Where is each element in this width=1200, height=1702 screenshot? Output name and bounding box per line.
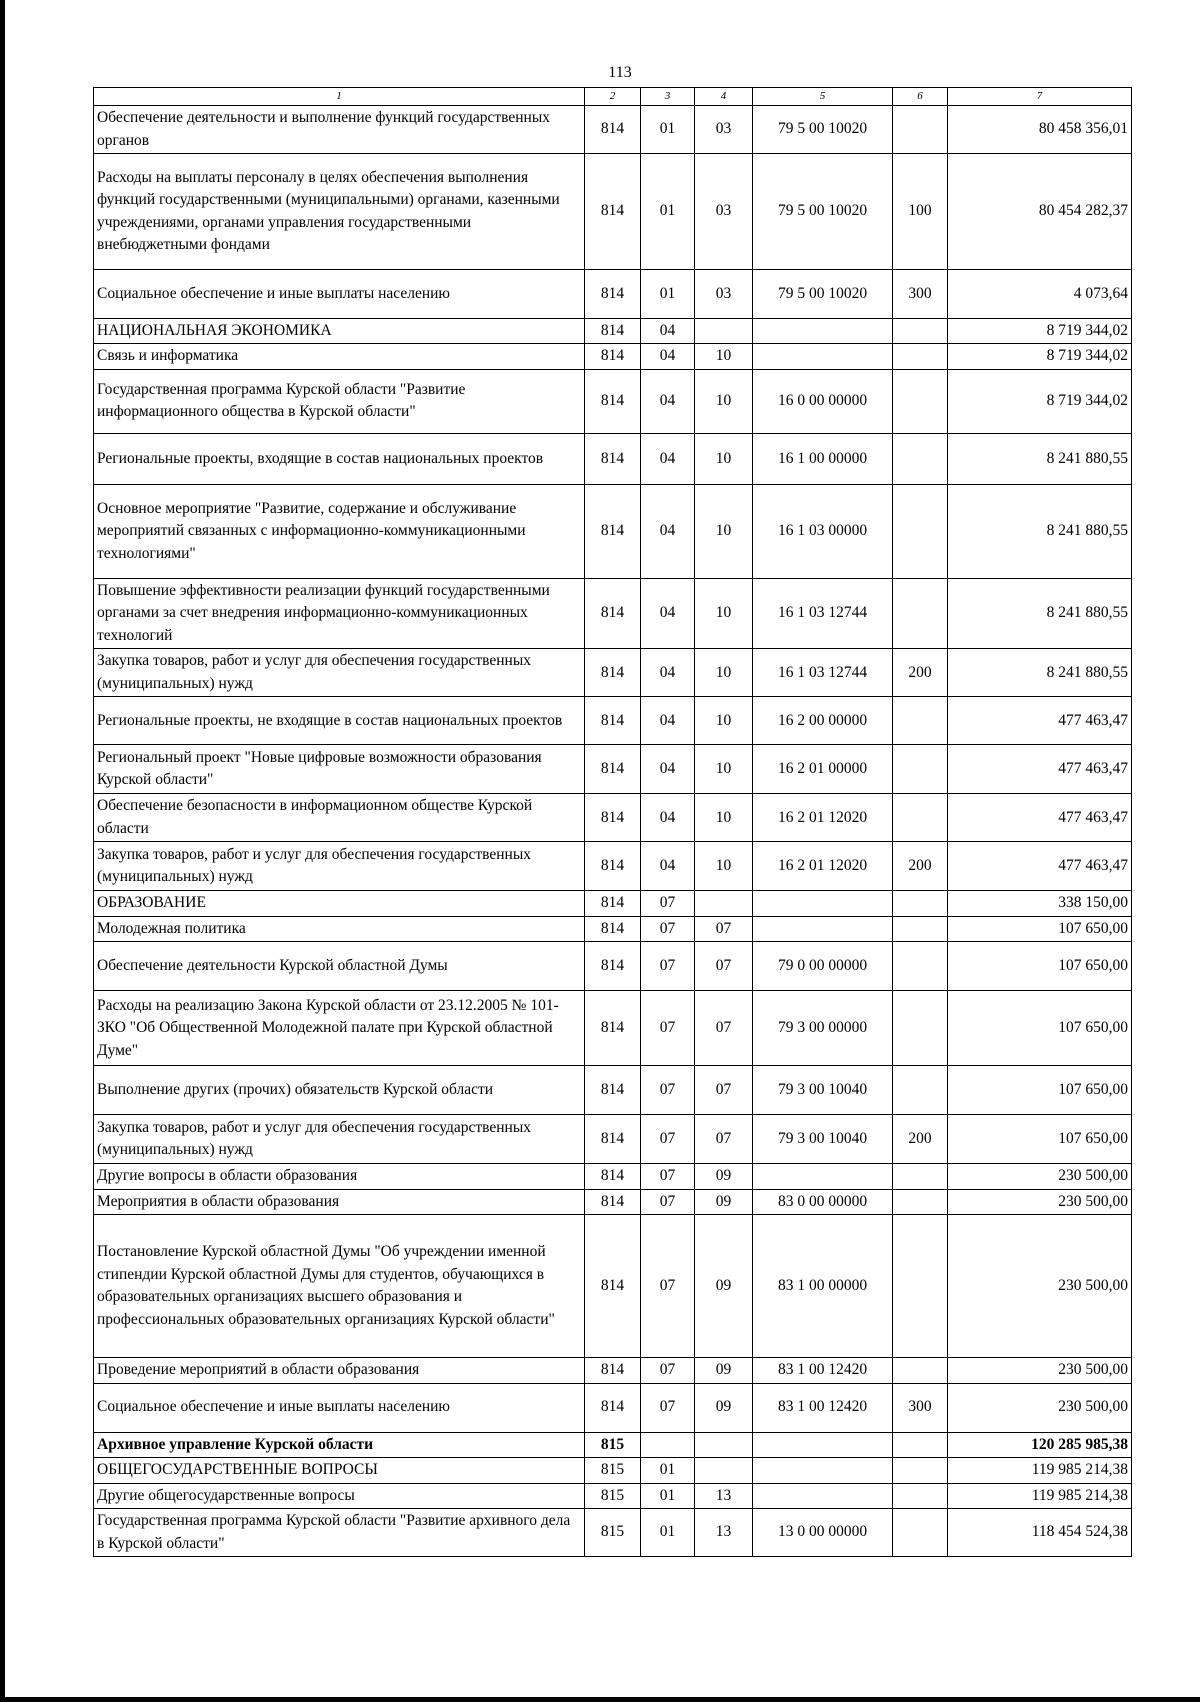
row-ministry-code: 814	[585, 154, 641, 270]
row-expense-type	[893, 1215, 948, 1358]
row-ministry-code: 814	[585, 842, 641, 891]
row-ministry-code: 814	[585, 1164, 641, 1189]
row-ministry-code: 814	[585, 106, 641, 154]
row-subsection-code	[695, 1458, 753, 1483]
row-amount: 120 285 985,38	[948, 1432, 1132, 1457]
row-subsection-code: 07	[695, 942, 753, 991]
row-section-code: 07	[641, 1066, 695, 1115]
scan-border-left	[0, 0, 5, 1702]
row-section-code: 04	[641, 842, 695, 891]
row-target-article: 83 1 00 00000	[753, 1215, 893, 1358]
table-row	[94, 1066, 1132, 1115]
table-row	[94, 916, 1132, 941]
row-section-code: 04	[641, 433, 695, 484]
row-name: Выполнение других (прочих) обязательств Курской области	[94, 1066, 585, 1115]
row-name: Региональные проекты, не входящие в состав национальных проектов	[94, 697, 585, 745]
row-section-code: 01	[641, 106, 695, 154]
table-row	[94, 1483, 1132, 1508]
row-subsection-code: 09	[695, 1164, 753, 1189]
table-row	[94, 745, 1132, 794]
row-amount: 230 500,00	[948, 1189, 1132, 1214]
row-subsection-code: 03	[695, 154, 753, 270]
row-expense-type	[893, 369, 948, 433]
row-amount: 8 241 880,55	[948, 484, 1132, 578]
row-target-article	[753, 344, 893, 369]
row-target-article	[753, 916, 893, 941]
table-row	[94, 1164, 1132, 1189]
row-expense-type	[893, 1066, 948, 1115]
row-section-code: 07	[641, 1383, 695, 1432]
row-expense-type	[893, 942, 948, 991]
row-ministry-code: 814	[585, 270, 641, 319]
table-row	[94, 1509, 1132, 1557]
row-subsection-code	[695, 1432, 753, 1457]
row-subsection-code: 09	[695, 1189, 753, 1214]
scan-border-bottom	[0, 1697, 1200, 1702]
row-name: Региональные проекты, входящие в состав национальных проектов	[94, 433, 585, 484]
row-amount: 230 500,00	[948, 1383, 1132, 1432]
row-target-article: 16 2 01 12020	[753, 842, 893, 891]
row-name: ОБРАЗОВАНИЕ	[94, 891, 585, 916]
row-section-code: 01	[641, 1483, 695, 1508]
row-ministry-code: 814	[585, 1358, 641, 1383]
row-name: Другие вопросы в области образования	[94, 1164, 585, 1189]
row-section-code: 07	[641, 1215, 695, 1358]
table-row	[94, 697, 1132, 745]
row-section-code: 04	[641, 484, 695, 578]
row-expense-type	[893, 1164, 948, 1189]
header-cell: 3	[641, 88, 695, 106]
row-target-article: 79 3 00 00000	[753, 991, 893, 1066]
row-ministry-code: 814	[585, 991, 641, 1066]
row-subsection-code: 10	[695, 842, 753, 891]
row-expense-type	[893, 344, 948, 369]
row-amount: 8 719 344,02	[948, 319, 1132, 344]
row-target-article: 16 2 00 00000	[753, 697, 893, 745]
row-expense-type	[893, 794, 948, 842]
row-target-article: 79 3 00 10040	[753, 1066, 893, 1115]
row-subsection-code: 13	[695, 1509, 753, 1557]
row-subsection-code: 10	[695, 433, 753, 484]
row-subsection-code: 10	[695, 578, 753, 648]
row-ministry-code: 814	[585, 319, 641, 344]
row-subsection-code: 10	[695, 794, 753, 842]
table-row	[94, 344, 1132, 369]
row-amount: 119 985 214,38	[948, 1458, 1132, 1483]
row-section-code: 04	[641, 649, 695, 697]
row-amount: 230 500,00	[948, 1358, 1132, 1383]
row-name: Обеспечение деятельности и выполнение функций государственных органов	[94, 106, 585, 154]
row-name: Расходы на реализацию Закона Курской области от 23.12.2005 № 101-ЗКО "Об Общественной Молодежной палате при Курской областной Думе"	[94, 991, 585, 1066]
row-section-code: 07	[641, 991, 695, 1066]
row-name: Обеспечение безопасности в информационном обществе Курской области	[94, 794, 585, 842]
row-target-article	[753, 891, 893, 916]
row-name: Основное мероприятие "Развитие, содержание и обслуживание мероприятий связанных с информационно-коммуникационными технологиями"	[94, 484, 585, 578]
row-amount: 4 073,64	[948, 270, 1132, 319]
row-amount: 338 150,00	[948, 891, 1132, 916]
row-subsection-code: 09	[695, 1215, 753, 1358]
row-name: Другие общегосударственные вопросы	[94, 1483, 585, 1508]
row-amount: 230 500,00	[948, 1164, 1132, 1189]
row-target-article: 13 0 00 00000	[753, 1509, 893, 1557]
row-subsection-code: 07	[695, 1066, 753, 1115]
row-ministry-code: 814	[585, 942, 641, 991]
row-target-article: 83 1 00 12420	[753, 1383, 893, 1432]
row-section-code: 07	[641, 1115, 695, 1164]
row-target-article: 16 2 01 12020	[753, 794, 893, 842]
row-subsection-code: 03	[695, 270, 753, 319]
header-cell: 1	[94, 88, 585, 106]
row-target-article: 83 1 00 12420	[753, 1358, 893, 1383]
row-amount: 8 719 344,02	[948, 344, 1132, 369]
row-target-article: 79 5 00 10020	[753, 106, 893, 154]
row-name: Постановление Курской областной Думы "Об учреждении именной стипендии Курской областной Думы для студентов, обучающихся в образовательных организациях высшего образования и профессиональных образовательных организациях Курской области"	[94, 1215, 585, 1358]
row-amount: 118 454 524,38	[948, 1509, 1132, 1557]
row-expense-type	[893, 578, 948, 648]
row-target-article: 83 0 00 00000	[753, 1189, 893, 1214]
row-expense-type: 100	[893, 154, 948, 270]
row-amount: 107 650,00	[948, 1115, 1132, 1164]
row-ministry-code: 815	[585, 1509, 641, 1557]
table-row	[94, 433, 1132, 484]
header-cell: 5	[753, 88, 893, 106]
table-row	[94, 649, 1132, 697]
table-row	[94, 1383, 1132, 1432]
row-expense-type	[893, 1483, 948, 1508]
row-section-code: 07	[641, 1164, 695, 1189]
row-subsection-code: 10	[695, 745, 753, 794]
row-subsection-code: 10	[695, 649, 753, 697]
row-ministry-code: 814	[585, 745, 641, 794]
row-amount: 119 985 214,38	[948, 1483, 1132, 1508]
table-row	[94, 578, 1132, 648]
row-section-code: 01	[641, 270, 695, 319]
row-name: Государственная программа Курской области "Развитие информационного общества в Курской области"	[94, 369, 585, 433]
row-amount: 8 719 344,02	[948, 369, 1132, 433]
row-name: ОБЩЕГОСУДАРСТВЕННЫЕ ВОПРОСЫ	[94, 1458, 585, 1483]
row-name: Мероприятия в области образования	[94, 1189, 585, 1214]
row-section-code: 04	[641, 697, 695, 745]
table-row	[94, 794, 1132, 842]
row-name: Закупка товаров, работ и услуг для обеспечения государственных (муниципальных) нужд	[94, 649, 585, 697]
row-expense-type: 300	[893, 1383, 948, 1432]
row-name: Региональный проект "Новые цифровые возможности образования Курской области"	[94, 745, 585, 794]
row-amount: 477 463,47	[948, 794, 1132, 842]
row-subsection-code: 10	[695, 697, 753, 745]
row-ministry-code: 814	[585, 794, 641, 842]
row-amount: 80 458 356,01	[948, 106, 1132, 154]
header-cell: 4	[695, 88, 753, 106]
table-row	[94, 484, 1132, 578]
row-target-article: 16 1 00 00000	[753, 433, 893, 484]
row-expense-type	[893, 433, 948, 484]
row-ministry-code: 814	[585, 891, 641, 916]
row-name: НАЦИОНАЛЬНАЯ ЭКОНОМИКА	[94, 319, 585, 344]
table-row	[94, 154, 1132, 270]
row-section-code: 04	[641, 319, 695, 344]
row-expense-type	[893, 891, 948, 916]
row-amount: 8 241 880,55	[948, 649, 1132, 697]
row-section-code: 07	[641, 916, 695, 941]
row-amount: 477 463,47	[948, 842, 1132, 891]
row-target-article: 79 3 00 10040	[753, 1115, 893, 1164]
budget-table	[93, 87, 1132, 1557]
table-row	[94, 1189, 1132, 1214]
row-section-code: 04	[641, 745, 695, 794]
row-expense-type: 200	[893, 649, 948, 697]
row-expense-type: 300	[893, 270, 948, 319]
row-amount: 80 454 282,37	[948, 154, 1132, 270]
row-ministry-code: 814	[585, 369, 641, 433]
header-row	[94, 88, 1132, 106]
row-name: Обеспечение деятельности Курской областной Думы	[94, 942, 585, 991]
row-expense-type	[893, 1189, 948, 1214]
row-amount: 8 241 880,55	[948, 578, 1132, 648]
row-subsection-code: 10	[695, 369, 753, 433]
header-cell: 7	[948, 88, 1132, 106]
row-section-code: 01	[641, 1509, 695, 1557]
header-cell: 6	[893, 88, 948, 106]
row-target-article: 79 0 00 00000	[753, 942, 893, 991]
row-ministry-code: 814	[585, 1383, 641, 1432]
row-name: Связь и информатика	[94, 344, 585, 369]
row-section-code: 07	[641, 1358, 695, 1383]
row-amount: 8 241 880,55	[948, 433, 1132, 484]
row-name: Архивное управление Курской области	[94, 1432, 585, 1457]
row-ministry-code: 814	[585, 433, 641, 484]
row-ministry-code: 814	[585, 1215, 641, 1358]
row-expense-type: 200	[893, 842, 948, 891]
row-ministry-code: 814	[585, 1066, 641, 1115]
row-amount: 107 650,00	[948, 991, 1132, 1066]
row-section-code: 01	[641, 1458, 695, 1483]
row-expense-type	[893, 1432, 948, 1457]
row-expense-type	[893, 1358, 948, 1383]
row-section-code: 07	[641, 942, 695, 991]
row-target-article	[753, 1432, 893, 1457]
row-section-code: 01	[641, 154, 695, 270]
row-section-code: 04	[641, 794, 695, 842]
row-ministry-code: 814	[585, 344, 641, 369]
row-target-article: 16 1 03 00000	[753, 484, 893, 578]
table-row	[94, 270, 1132, 319]
row-section-code	[641, 1432, 695, 1457]
row-expense-type	[893, 1458, 948, 1483]
table-row	[94, 369, 1132, 433]
table-row	[94, 1215, 1132, 1358]
row-expense-type	[893, 1509, 948, 1557]
row-name: Повышение эффективности реализации функций государственными органами за счет внедрения информационно-коммуникационных технологий	[94, 578, 585, 648]
row-expense-type	[893, 991, 948, 1066]
table-row	[94, 842, 1132, 891]
row-target-article	[753, 1483, 893, 1508]
table-row	[94, 991, 1132, 1066]
header-cell: 2	[585, 88, 641, 106]
row-target-article	[753, 1458, 893, 1483]
table-row	[94, 1358, 1132, 1383]
row-target-article: 16 0 00 00000	[753, 369, 893, 433]
row-name: Государственная программа Курской области "Развитие архивного дела в Курской области"	[94, 1509, 585, 1557]
row-subsection-code: 07	[695, 1115, 753, 1164]
row-subsection-code: 07	[695, 916, 753, 941]
row-subsection-code	[695, 319, 753, 344]
row-subsection-code: 09	[695, 1383, 753, 1432]
row-expense-type	[893, 319, 948, 344]
row-subsection-code: 13	[695, 1483, 753, 1508]
row-name: Проведение мероприятий в области образования	[94, 1358, 585, 1383]
row-amount: 477 463,47	[948, 697, 1132, 745]
row-expense-type	[893, 484, 948, 578]
row-target-article: 16 1 03 12744	[753, 578, 893, 648]
row-expense-type	[893, 697, 948, 745]
row-ministry-code: 814	[585, 697, 641, 745]
row-target-article	[753, 319, 893, 344]
row-amount: 230 500,00	[948, 1215, 1132, 1358]
row-expense-type: 200	[893, 1115, 948, 1164]
row-subsection-code: 07	[695, 991, 753, 1066]
row-name: Социальное обеспечение и иные выплаты населению	[94, 270, 585, 319]
row-name: Расходы на выплаты персоналу в целях обеспечения выполнения функций государственными (муниципальными) органами, казенными учреждениями, органами управления государственными внебюджетными фондами	[94, 154, 585, 270]
row-section-code: 07	[641, 1189, 695, 1214]
row-name: Закупка товаров, работ и услуг для обеспечения государственных (муниципальных) нужд	[94, 1115, 585, 1164]
row-target-article: 16 1 03 12744	[753, 649, 893, 697]
row-ministry-code: 814	[585, 484, 641, 578]
row-ministry-code: 814	[585, 1189, 641, 1214]
row-section-code: 04	[641, 578, 695, 648]
row-target-article: 79 5 00 10020	[753, 154, 893, 270]
row-ministry-code: 814	[585, 1115, 641, 1164]
row-ministry-code: 814	[585, 916, 641, 941]
row-section-code: 04	[641, 369, 695, 433]
table-row	[94, 942, 1132, 991]
row-ministry-code: 815	[585, 1483, 641, 1508]
row-amount: 107 650,00	[948, 942, 1132, 991]
row-target-article: 79 5 00 10020	[753, 270, 893, 319]
page-number: 113	[608, 64, 632, 81]
table-row	[94, 106, 1132, 154]
row-subsection-code: 10	[695, 484, 753, 578]
row-section-code: 07	[641, 891, 695, 916]
row-ministry-code: 814	[585, 649, 641, 697]
row-target-article	[753, 1164, 893, 1189]
row-amount: 477 463,47	[948, 745, 1132, 794]
table-row	[94, 319, 1132, 344]
row-name: Закупка товаров, работ и услуг для обеспечения государственных (муниципальных) нужд	[94, 842, 585, 891]
row-ministry-code: 814	[585, 578, 641, 648]
row-ministry-code: 815	[585, 1458, 641, 1483]
row-subsection-code: 09	[695, 1358, 753, 1383]
row-amount: 107 650,00	[948, 916, 1132, 941]
row-subsection-code: 03	[695, 106, 753, 154]
row-section-code: 04	[641, 344, 695, 369]
row-target-article: 16 2 01 00000	[753, 745, 893, 794]
table-row	[94, 1432, 1132, 1457]
table-row	[94, 891, 1132, 916]
row-subsection-code: 10	[695, 344, 753, 369]
row-expense-type	[893, 916, 948, 941]
row-name: Молодежная политика	[94, 916, 585, 941]
row-subsection-code	[695, 891, 753, 916]
row-name: Социальное обеспечение и иные выплаты населению	[94, 1383, 585, 1432]
row-ministry-code: 815	[585, 1432, 641, 1457]
row-amount: 107 650,00	[948, 1066, 1132, 1115]
table-row	[94, 1458, 1132, 1483]
table-row	[94, 1115, 1132, 1164]
row-expense-type	[893, 745, 948, 794]
row-expense-type	[893, 106, 948, 154]
